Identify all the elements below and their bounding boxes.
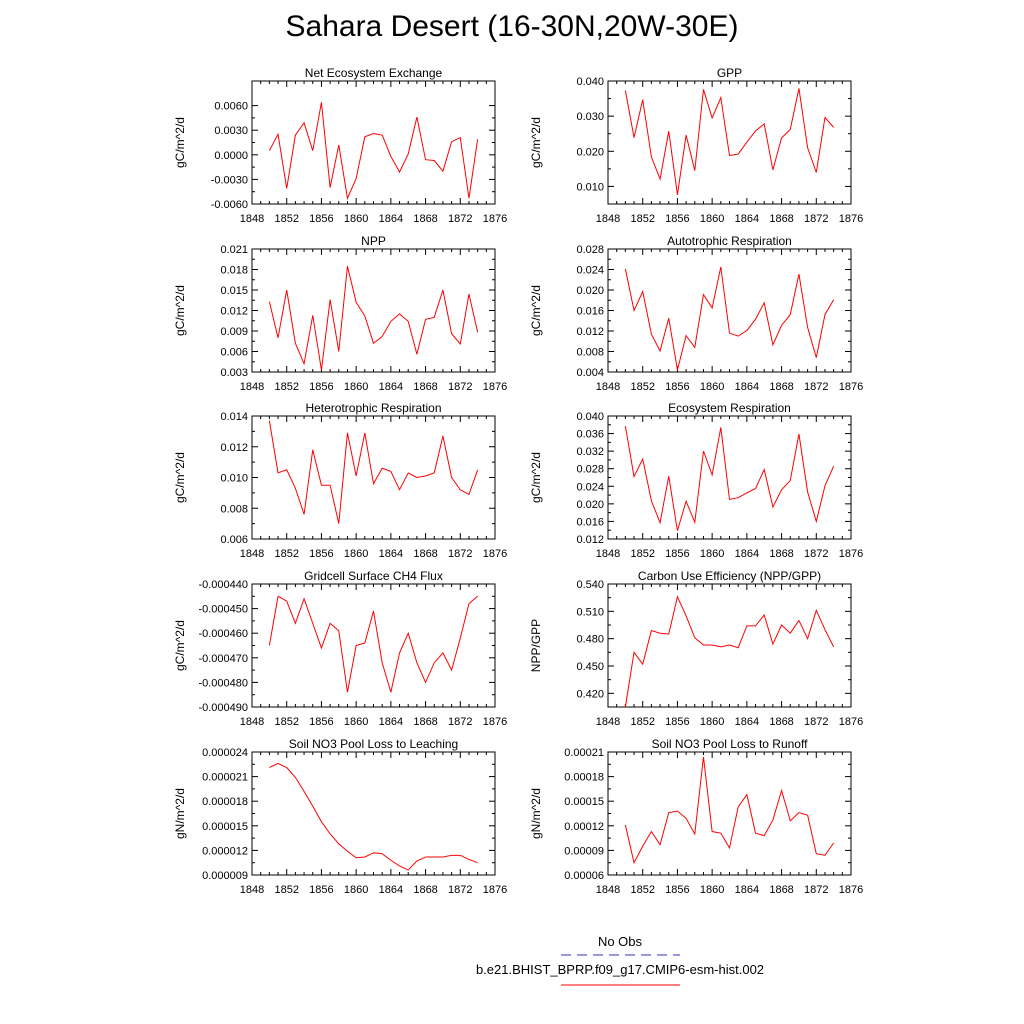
- x-tick-label: 1872: [448, 716, 473, 728]
- x-tick-label: 1852: [630, 381, 655, 393]
- panel-title: Soil NO3 Pool Loss to Leaching: [288, 737, 459, 751]
- y-tick-label: 0.00021: [564, 747, 604, 759]
- x-tick-label: 1860: [343, 716, 369, 728]
- y-tick-label: 0.016: [576, 516, 604, 529]
- y-tick-label: 0.040: [576, 76, 604, 88]
- series-line: [269, 102, 477, 198]
- y-tick-label: 0.015: [220, 285, 248, 297]
- x-tick-label: 1852: [630, 213, 655, 225]
- x-tick-label: 1852: [274, 213, 299, 225]
- y-tick-label: 0.00015: [564, 796, 604, 809]
- y-tick-label: 0.028: [576, 244, 604, 256]
- x-tick-label: 1868: [769, 381, 794, 393]
- series-line: [625, 597, 833, 707]
- x-tick-label: 1856: [665, 716, 690, 728]
- y-tick-label: 0.0060: [214, 100, 248, 113]
- y-axis-label: gC/m^2/d: [529, 285, 543, 336]
- x-tick-label: 1856: [309, 381, 334, 393]
- y-tick-label: 0.020: [576, 146, 604, 159]
- y-tick-label: -0.000480: [198, 677, 248, 690]
- x-tick-label: 1876: [838, 884, 864, 896]
- x-tick-label: 1852: [630, 884, 655, 896]
- x-tick-label: 1848: [239, 884, 265, 896]
- x-tick-label: 1864: [734, 884, 760, 896]
- panel-title: Gridcell Surface CH4 Flux: [304, 569, 443, 583]
- y-tick-label: 0.012: [576, 326, 604, 338]
- y-tick-label: 0.000024: [202, 747, 248, 759]
- y-axis-label: gC/m^2/d: [529, 452, 543, 503]
- y-axis-label: gC/m^2/d: [173, 452, 187, 503]
- x-tick-label: 1868: [413, 381, 438, 393]
- x-tick-label: 1852: [630, 716, 655, 728]
- x-tick-label: 1868: [769, 548, 794, 560]
- plot-frame: [252, 249, 495, 372]
- x-tick-label: 1864: [378, 884, 404, 896]
- x-tick-label: 1852: [630, 548, 655, 560]
- x-tick-label: 1864: [378, 381, 404, 393]
- x-tick-label: 1860: [699, 716, 725, 728]
- plot-frame: [608, 249, 851, 372]
- y-tick-label: 0.010: [576, 181, 604, 194]
- x-tick-label: 1868: [413, 213, 438, 225]
- panel-title: Soil NO3 Pool Loss to Runoff: [651, 737, 808, 751]
- x-tick-label: 1848: [595, 884, 621, 896]
- y-tick-label: 0.000012: [202, 845, 248, 858]
- x-tick-label: 1876: [482, 716, 508, 728]
- x-tick-label: 1864: [378, 548, 404, 560]
- y-tick-label: 0.540: [576, 579, 604, 591]
- y-axis-label: gC/m^2/d: [173, 117, 187, 168]
- x-tick-label: 1868: [769, 716, 794, 728]
- y-tick-label: 0.420: [576, 688, 604, 701]
- panel-title: Heterotrophic Respiration: [305, 401, 442, 415]
- x-tick-label: 1868: [769, 884, 794, 896]
- x-tick-label: 1848: [239, 381, 265, 393]
- x-tick-label: 1864: [734, 548, 760, 560]
- y-tick-label: 0.024: [576, 264, 604, 277]
- x-tick-label: 1852: [274, 716, 299, 728]
- plot-frame: [252, 416, 495, 539]
- x-tick-label: 1860: [343, 884, 369, 896]
- y-tick-label: 0.020: [576, 285, 604, 297]
- x-tick-label: 1852: [274, 381, 299, 393]
- x-tick-label: 1864: [378, 213, 404, 225]
- y-tick-label: 0.014: [220, 411, 248, 423]
- x-tick-label: 1872: [804, 884, 829, 896]
- y-tick-label: -0.000470: [198, 652, 248, 665]
- x-tick-label: 1860: [699, 213, 725, 225]
- x-tick-label: 1856: [309, 548, 334, 560]
- y-tick-label: 0.020: [576, 498, 604, 511]
- y-tick-label: -0.0030: [210, 174, 248, 187]
- x-tick-label: 1856: [665, 381, 690, 393]
- y-tick-label: 0.510: [576, 606, 604, 619]
- panel-title: Net Ecosystem Exchange: [304, 66, 443, 80]
- x-tick-label: 1876: [482, 381, 508, 393]
- x-tick-label: 1872: [448, 213, 473, 225]
- y-tick-label: 0.480: [576, 633, 604, 646]
- y-tick-label: 0.010: [220, 472, 248, 485]
- legend-label-model: b.e21.BHIST_BPRP.f09_g17.CMIP6-esm-hist.002: [475, 962, 765, 977]
- y-axis-label: gC/m^2/d: [173, 285, 187, 336]
- x-tick-label: 1868: [413, 548, 438, 560]
- x-tick-label: 1856: [309, 213, 334, 225]
- x-tick-label: 1856: [309, 884, 334, 896]
- x-tick-label: 1848: [239, 716, 265, 728]
- y-tick-label: 0.016: [576, 305, 604, 318]
- y-tick-label: 0.008: [220, 503, 248, 516]
- x-tick-label: 1864: [378, 716, 404, 728]
- y-axis-label: gC/m^2/d: [173, 620, 187, 671]
- y-tick-label: 0.018: [220, 264, 248, 277]
- x-tick-label: 1872: [448, 381, 473, 393]
- y-tick-label: 0.450: [576, 661, 604, 673]
- y-tick-label: -0.000460: [198, 628, 248, 641]
- panel-title: NPP: [361, 234, 386, 248]
- series-line: [625, 426, 833, 531]
- y-tick-label: 0.003: [220, 367, 248, 379]
- x-tick-label: 1872: [804, 213, 829, 225]
- y-tick-label: 0.000021: [202, 771, 248, 784]
- x-tick-label: 1860: [343, 213, 369, 225]
- x-tick-label: 1860: [343, 381, 369, 393]
- x-tick-label: 1860: [699, 381, 725, 393]
- x-tick-label: 1864: [734, 381, 760, 393]
- x-tick-label: 1876: [482, 213, 508, 225]
- x-tick-label: 1868: [769, 213, 794, 225]
- series-line: [269, 596, 477, 692]
- y-tick-label: 0.00012: [564, 820, 604, 833]
- panel-title: GPP: [716, 66, 743, 80]
- x-tick-label: 1872: [448, 548, 473, 560]
- panel-title: Ecosystem Respiration: [668, 401, 791, 415]
- y-tick-label: 0.036: [576, 428, 604, 441]
- x-tick-label: 1876: [838, 716, 864, 728]
- series-line: [269, 763, 477, 870]
- x-tick-label: 1852: [274, 884, 299, 896]
- plot-frame: [252, 81, 495, 204]
- x-tick-label: 1868: [413, 716, 438, 728]
- y-tick-label: 0.006: [220, 346, 248, 359]
- y-tick-label: 0.032: [576, 446, 604, 459]
- x-tick-label: 1860: [343, 548, 369, 560]
- y-tick-label: 0.008: [576, 346, 604, 359]
- x-tick-label: 1872: [804, 716, 829, 728]
- x-tick-label: 1856: [309, 716, 334, 728]
- x-tick-label: 1848: [239, 548, 265, 560]
- x-tick-label: 1876: [482, 884, 508, 896]
- y-tick-label: 0.00009: [564, 845, 604, 858]
- y-tick-label: 0.00006: [564, 870, 604, 882]
- y-tick-label: 0.012: [576, 534, 604, 546]
- y-tick-label: 0.028: [576, 463, 604, 476]
- y-tick-label: -0.0060: [210, 199, 248, 211]
- y-tick-label: 0.024: [576, 481, 604, 494]
- y-tick-label: 0.000015: [202, 820, 248, 833]
- plot-frame: [608, 81, 851, 204]
- x-tick-label: 1872: [804, 548, 829, 560]
- series-line: [625, 267, 833, 370]
- y-tick-label: 0.004: [576, 367, 604, 379]
- y-tick-label: 0.0000: [214, 149, 248, 162]
- page-title: Sahara Desert (16-30N,20W-30E): [285, 10, 739, 43]
- y-tick-label: 0.006: [220, 534, 248, 546]
- series-line: [269, 421, 477, 524]
- series-line: [625, 88, 833, 194]
- x-tick-label: 1876: [838, 213, 864, 225]
- y-tick-label: 0.030: [576, 111, 604, 124]
- legend-label-no-obs: No Obs: [597, 934, 643, 949]
- y-tick-label: -0.000490: [198, 702, 248, 714]
- y-axis-label: NPP/GPP: [529, 618, 543, 673]
- y-tick-label: 0.012: [220, 305, 248, 318]
- y-tick-label: 0.009: [220, 326, 248, 338]
- y-tick-label: 0.000009: [202, 870, 248, 882]
- x-tick-label: 1848: [239, 213, 265, 225]
- x-tick-label: 1856: [665, 213, 690, 225]
- plot-frame: [608, 416, 851, 539]
- x-tick-label: 1876: [838, 381, 864, 393]
- y-tick-label: -0.000450: [198, 603, 248, 616]
- y-axis-label: gN/m^2/d: [529, 788, 543, 839]
- x-tick-label: 1872: [448, 884, 473, 896]
- x-tick-label: 1864: [734, 716, 760, 728]
- x-tick-label: 1860: [699, 884, 725, 896]
- x-tick-label: 1848: [595, 381, 621, 393]
- y-tick-label: 0.040: [576, 411, 604, 423]
- y-axis-label: gC/m^2/d: [529, 117, 543, 168]
- series-line: [625, 757, 833, 863]
- y-tick-label: -0.000440: [198, 579, 248, 591]
- plot-frame: [608, 752, 851, 875]
- y-tick-label: 0.000018: [202, 796, 248, 809]
- panel-title: Carbon Use Efficiency (NPP/GPP): [637, 569, 822, 583]
- x-tick-label: 1860: [699, 548, 725, 560]
- x-tick-label: 1856: [665, 884, 690, 896]
- x-tick-label: 1848: [595, 213, 621, 225]
- x-tick-label: 1864: [734, 213, 760, 225]
- y-tick-label: 0.021: [220, 244, 248, 256]
- series-line: [269, 266, 477, 370]
- y-axis-label: gN/m^2/d: [173, 788, 187, 839]
- y-tick-label: 0.0030: [214, 125, 248, 138]
- x-tick-label: 1876: [482, 548, 508, 560]
- x-tick-label: 1868: [413, 884, 438, 896]
- y-tick-label: 0.00018: [564, 771, 604, 784]
- plot-frame: [252, 752, 495, 875]
- x-tick-label: 1872: [804, 381, 829, 393]
- y-tick-label: 0.012: [220, 441, 248, 454]
- x-tick-label: 1856: [665, 548, 690, 560]
- panel-title: Autotrophic Respiration: [667, 234, 792, 248]
- x-tick-label: 1848: [595, 716, 621, 728]
- x-tick-label: 1876: [838, 548, 864, 560]
- x-tick-label: 1848: [595, 548, 621, 560]
- x-tick-label: 1852: [274, 548, 299, 560]
